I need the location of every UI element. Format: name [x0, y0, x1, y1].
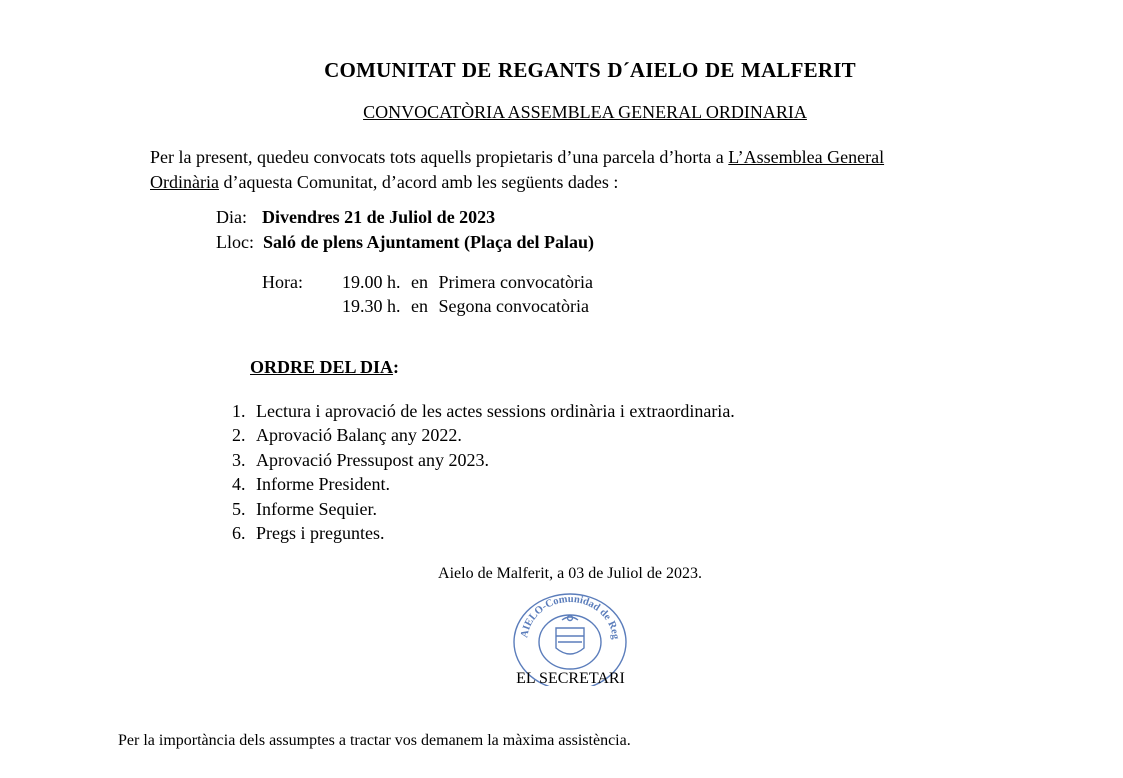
agenda-item: [232, 423, 735, 447]
agenda-item-number: 4.: [232, 474, 246, 495]
detail-dia: [216, 207, 495, 228]
agenda-title-colon: :: [393, 357, 400, 377]
agenda-item-text: Lectura i aprovació de les actes sessions ordinària i extraordinaria.: [256, 401, 735, 421]
agenda-item-number: 5.: [232, 498, 246, 519]
hora-label: Hora:: [262, 272, 303, 292]
hora-1-text: Primera convocatòria: [438, 272, 593, 292]
agenda-item: [232, 399, 735, 423]
agenda-title-text: ORDRE DEL DIA: [250, 357, 394, 377]
hora-1-en: en: [411, 272, 428, 292]
hora-2-text: Segona convocatòria: [438, 296, 589, 316]
agenda-item-number: 1.: [232, 401, 246, 421]
agenda-title: [250, 357, 399, 378]
hora-row-2: [342, 296, 589, 317]
agenda-item-number: 2.: [232, 425, 246, 446]
hora-2-time: 19.30 h.: [342, 296, 401, 316]
agenda-item: [232, 497, 735, 521]
agenda-list: [232, 399, 735, 545]
detail-lloc: [216, 232, 594, 253]
agenda-item: [232, 472, 735, 496]
agenda-item-text: Informe Sequier.: [256, 498, 377, 519]
hora-2-en: en: [411, 296, 428, 316]
footer-note: Per la importància dels assumptes a tractar vos demanem la màxima assistència.: [118, 732, 631, 749]
agenda-item: [232, 448, 735, 472]
agenda-item-number: 3.: [232, 449, 246, 470]
seal-lettering: AIELO-Comunidad de Reg: [519, 593, 621, 640]
agenda-item: [232, 521, 735, 545]
document-title: COMUNITAT DE REGANTS D´AIELO DE MALFERIT: [324, 58, 856, 82]
intro-text-after: d’aquesta Comunitat, d’acord amb les següents dades :: [218, 172, 619, 192]
intro-text-before: Per la present, quedeu convocats tots aquells propietaris d’una parcela d’horta a: [150, 147, 729, 167]
intro-paragraph: [150, 145, 884, 195]
agenda-item-text: Aprovació Pressupost any 2023.: [256, 449, 489, 470]
dia-value: Divendres 21 de Juliol de 2023: [262, 207, 496, 227]
agenda-item-number: 6.: [232, 523, 246, 544]
document-subtitle: CONVOCATÒRIA ASSEMBLEA GENERAL ORDINARIA: [363, 102, 807, 122]
hora-1-time: 19.00 h.: [342, 272, 401, 292]
place-and-date: Aielo de Malferit, a 03 de Juliol de 2023.: [438, 565, 702, 582]
lloc-label: Lloc:: [216, 232, 254, 252]
agenda-item-text: Informe President.: [256, 474, 390, 495]
dia-label: Dia:: [216, 207, 247, 227]
lloc-value: Saló de plens Ajuntament (Plaça del Palau): [263, 232, 595, 252]
intro-assembly-line1: L’Assemblea General: [728, 147, 885, 167]
intro-assembly-line2: Ordinària: [150, 172, 219, 192]
agenda-item-text: Aprovació Balanç any 2022.: [256, 425, 462, 446]
signatory-title: EL SECRETARI: [516, 670, 625, 687]
hora-row-1: [342, 272, 593, 293]
agenda-item-text: Pregs i preguntes.: [256, 523, 385, 544]
